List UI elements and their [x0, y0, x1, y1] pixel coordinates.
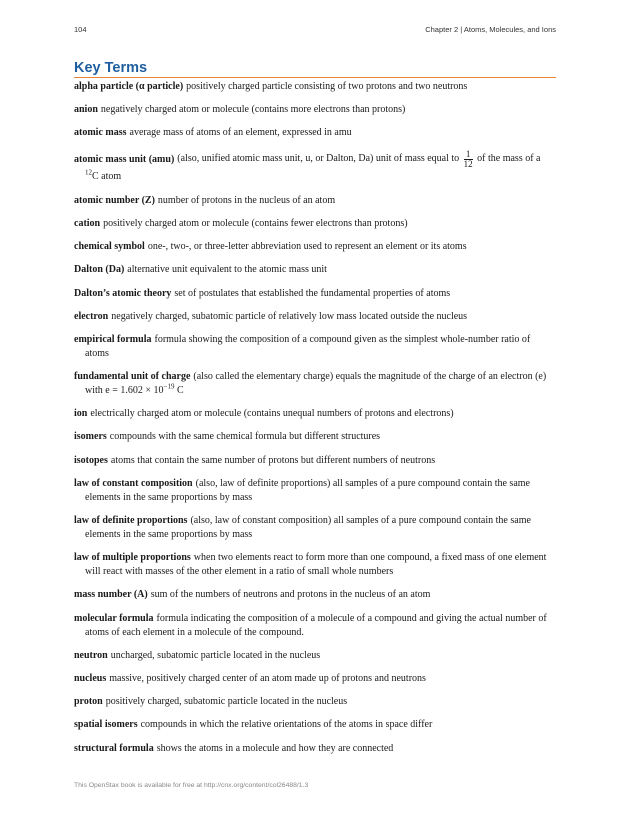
term-name: cation: [74, 217, 101, 229]
term-definition: electrically charged atom or molecule (contains unequal numbers of protons and electrons): [90, 408, 454, 420]
term-name: atomic mass: [74, 127, 127, 139]
term-definition: (also, law of constant composition) all samples of a pure compound contain the same elements in the same proportions by mass: [85, 515, 531, 540]
term-entry: [74, 695, 556, 709]
term-name: ion: [74, 408, 88, 420]
term-definition: sum of the numbers of neutrons and protons in the nucleus of an atom: [150, 589, 431, 601]
term-entry: [74, 310, 556, 324]
term-entry: [74, 194, 556, 208]
term-definition: number of protons in the nucleus of an atom: [157, 194, 336, 206]
term-entry: [74, 126, 556, 140]
term-entry: [74, 103, 556, 117]
term-name: Dalton (Da): [74, 264, 125, 276]
term-definition: average mass of atoms of an element, expressed in amu: [129, 127, 352, 139]
term-definition: set of postulates that established the fundamental properties of atoms: [174, 287, 451, 299]
term-entry: [74, 672, 556, 686]
term-definition: positively charged particle consisting of two protons and two neutrons: [186, 81, 468, 92]
term-entry: [74, 240, 556, 254]
term-name: alpha particle (α particle): [74, 81, 184, 92]
term-entry: [74, 588, 556, 602]
term-entry: [74, 263, 556, 277]
term-definition: uncharged, subatomic particle located in the nucleus: [110, 649, 321, 661]
term-definition: (also called the elementary charge) equals the magnitude of the charge of an electron (e) with $e = 1.602 \times 10^{-19}$ C: [85, 371, 547, 397]
term-name: atomic number (Z): [74, 194, 155, 206]
term-name: electron: [74, 310, 109, 322]
term-entry: [74, 551, 556, 579]
section-heading: Key Terms: [74, 60, 556, 78]
term-entry: [74, 649, 556, 663]
term-entry: [74, 333, 556, 361]
term-name: isomers: [74, 431, 107, 443]
page-number: 104: [74, 25, 87, 34]
term-name: neutron: [74, 649, 108, 661]
term-name: chemical symbol: [74, 241, 145, 253]
term-name: fundamental unit of charge: [74, 371, 191, 383]
key-terms-list: [74, 80, 556, 765]
term-entry: [74, 217, 556, 231]
term-definition: compounds in which the relative orientations of the atoms in space differ: [140, 719, 433, 731]
term-name: atomic mass unit (amu): [74, 153, 175, 165]
footer-note: This OpenStax book is available for free at http://cnx.org/content/col26488/1.3: [74, 782, 309, 789]
term-definition: compounds with the same chemical formula but different structures: [109, 431, 381, 443]
term-entry: [74, 742, 556, 756]
term-entry: [74, 477, 556, 505]
term-name: spatial isomers: [74, 719, 138, 731]
term-name: law of constant composition: [74, 477, 193, 489]
term-entry: [74, 80, 556, 94]
term-definition: atoms that contain the same number of protons but different numbers of neutrons: [110, 454, 436, 466]
term-entry: [74, 430, 556, 444]
term-definition: positively charged atom or molecule (contains fewer electrons than protons): [103, 217, 408, 229]
term-entry: [74, 514, 556, 542]
term-definition: negatively charged, subatomic particle of relatively low mass located outside the nucleus: [111, 310, 468, 322]
term-entry: [74, 370, 556, 398]
term-definition: (also, unified atomic mass unit, u, or Dalton, Da) unit of mass equal to $\frac{1}{12}$ of the mass of a $^{12}$C atom: [85, 148, 541, 182]
term-name: nucleus: [74, 672, 107, 684]
term-name: proton: [74, 696, 103, 708]
term-name: structural formula: [74, 742, 154, 754]
term-entry: [74, 150, 556, 185]
term-name: molecular formula: [74, 612, 154, 624]
term-definition: (also, law of definite proportions) all samples of a pure compound contain the same elements in the same proportions by mass: [85, 477, 530, 503]
term-definition: formula showing the composition of a compound given as the simplest whole-number ratio of atoms: [85, 333, 531, 359]
term-name: anion: [74, 104, 98, 116]
chapter-title: Chapter 2 | Atoms, Molecules, and Ions: [425, 25, 556, 34]
term-entry: [74, 612, 556, 640]
term-entry: [74, 407, 556, 421]
term-definition: when two elements react to form more than one compound, a fixed mass of one element will react with masses of the other element in a ratio of small whole numbers: [85, 552, 547, 578]
term-definition: massive, positively charged center of an atom made up of protons and neutrons: [109, 672, 426, 684]
fraction: $\frac{1}{12}$: [463, 148, 473, 169]
term-entry: [74, 718, 556, 732]
times-sign: ×: [145, 385, 151, 397]
term-name: isotopes: [74, 454, 108, 466]
term-name: Dalton’s atomic theory: [74, 287, 172, 299]
term-name: mass number (A): [74, 589, 148, 601]
term-definition: formula indicating the composition of a molecule of a compound and giving the actual number of atoms of each element in a molecule of the compound.: [85, 612, 547, 638]
term-definition: positively charged, subatomic particle located in the nucleus: [105, 696, 348, 708]
term-definition: shows the atoms in a molecule and how they are connected: [156, 742, 394, 754]
term-definition: alternative unit equivalent to the atomic mass unit: [127, 264, 327, 276]
term-definition: negatively charged atom or molecule (contains more electrons than protons): [100, 104, 406, 116]
term-entry: [74, 454, 556, 468]
term-definition: one-, two-, or three-letter abbreviation used to represent an element or its atoms: [147, 241, 467, 253]
term-name: law of multiple proportions: [74, 552, 191, 564]
term-name: law of definite proportions: [74, 515, 188, 526]
term-name: empirical formula: [74, 333, 152, 345]
term-entry: [74, 287, 556, 301]
